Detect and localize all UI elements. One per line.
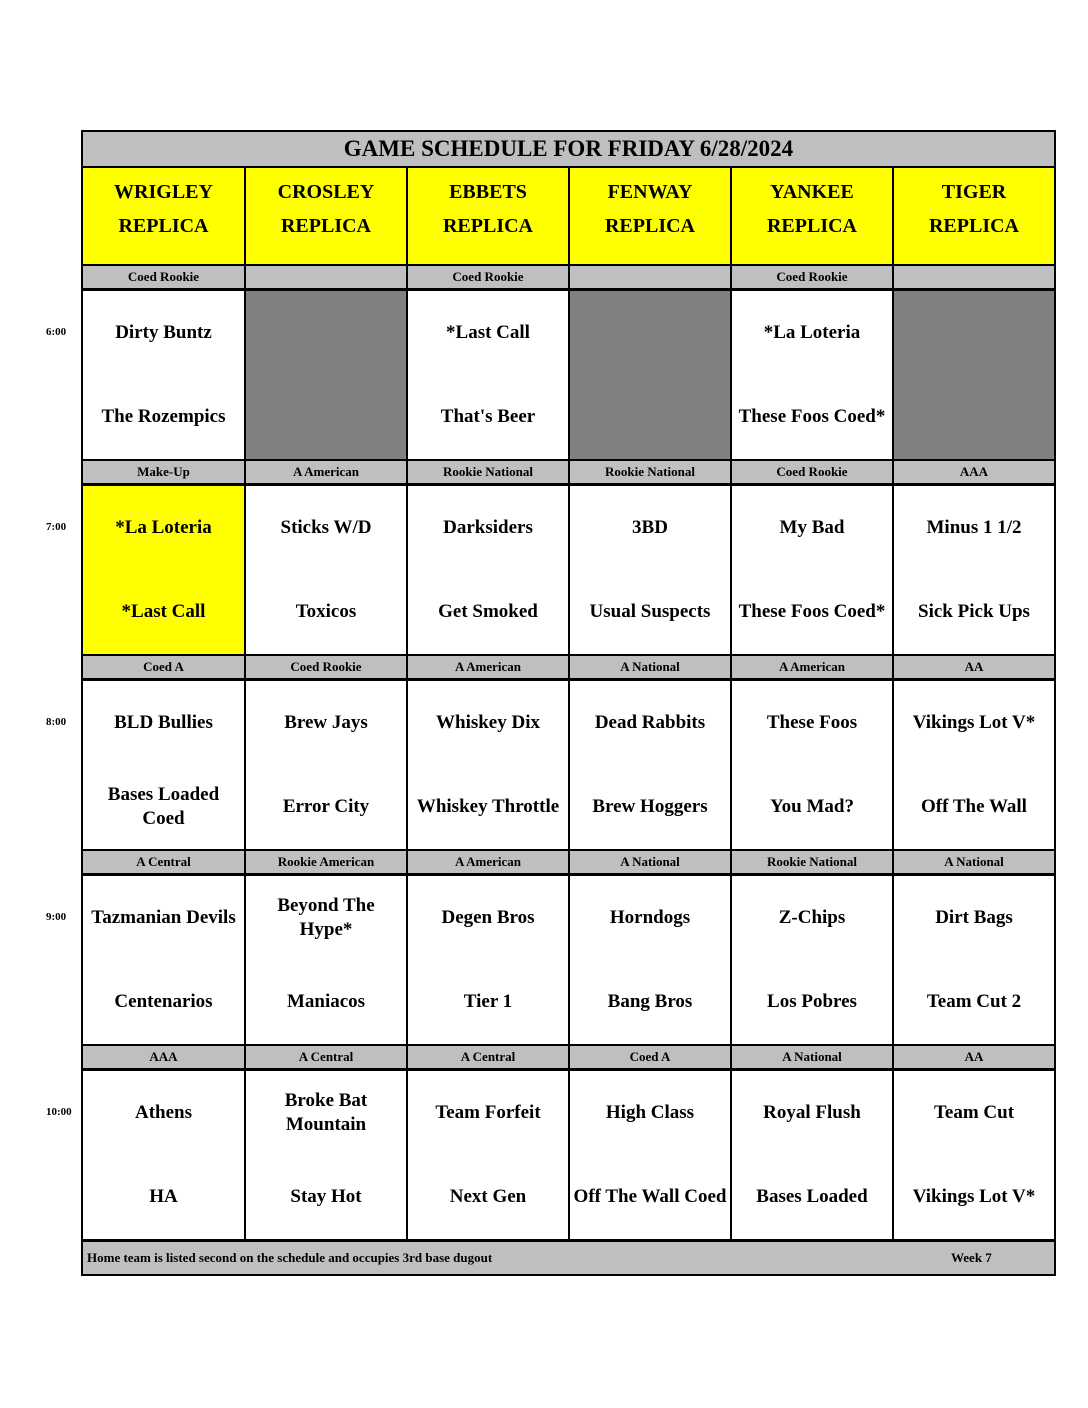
game-cell <box>732 876 894 1044</box>
home-team: The Rozempics <box>101 406 226 428</box>
field-header-ebbets <box>408 168 570 264</box>
game-cell <box>246 876 408 1044</box>
home-team: Bases Loaded <box>756 1186 868 1208</box>
away-team: *La Loteria <box>763 322 861 344</box>
game-cell <box>408 486 570 654</box>
home-team: Bang Bros <box>607 991 693 1013</box>
home-team: Stay Hot <box>290 1186 362 1208</box>
home-team: Whiskey Throttle <box>416 796 560 818</box>
game-cell <box>570 1071 732 1239</box>
field-header-yankee <box>732 168 894 264</box>
game-cell <box>732 681 894 849</box>
division-label: Coed Rookie <box>732 461 894 483</box>
away-team <box>246 291 406 376</box>
home-team: Brew Hoggers <box>592 796 708 818</box>
home-team: Sick Pick Ups <box>918 601 1030 623</box>
division-label: Rookie National <box>732 851 894 873</box>
field-header-tiger <box>894 168 1054 264</box>
game-cell <box>408 681 570 849</box>
away-team: Dead Rabbits <box>594 712 706 734</box>
away-team: Team Forfeit <box>435 1102 541 1124</box>
division-label: Coed Rookie <box>83 266 246 288</box>
field-name: YANKEE <box>770 181 854 203</box>
game-cell <box>83 1071 246 1239</box>
field-header-fenway <box>570 168 732 264</box>
division-label: Rookie American <box>246 851 408 873</box>
away-team: 3BD <box>632 517 668 539</box>
division-label: Coed A <box>570 1046 732 1068</box>
division-label: A American <box>246 461 408 483</box>
game-cell <box>894 681 1054 849</box>
schedule-title: GAME SCHEDULE FOR FRIDAY 6/28/2024 <box>83 132 1054 168</box>
game-cell <box>83 291 246 459</box>
game-cell <box>246 681 408 849</box>
game-cell <box>732 291 894 459</box>
away-team: Beyond The Hype* <box>277 895 375 941</box>
division-label: A National <box>894 851 1054 873</box>
away-team: My Bad <box>779 517 845 539</box>
home-team: These Foos Coed* <box>738 601 886 623</box>
game-cell <box>83 486 246 654</box>
game-cell <box>408 1071 570 1239</box>
division-label: Rookie National <box>570 461 732 483</box>
game-cell <box>894 1071 1054 1239</box>
home-team: That's Beer <box>440 406 536 428</box>
division-label: Coed A <box>83 656 246 678</box>
away-team: Vikings Lot V* <box>912 712 1036 734</box>
game-cell <box>732 1071 894 1239</box>
home-team: Team Cut 2 <box>926 991 1022 1013</box>
field-header-row <box>83 168 1054 266</box>
home-team <box>570 376 730 459</box>
division-label <box>246 266 408 288</box>
division-label: Make-Up <box>83 461 246 483</box>
division-label: Coed Rookie <box>408 266 570 288</box>
game-cell <box>408 291 570 459</box>
game-cell <box>570 876 732 1044</box>
away-team: Degen Bros <box>441 907 535 929</box>
division-label: Coed Rookie <box>732 266 894 288</box>
field-header-crosley <box>246 168 408 264</box>
home-team: Centenarios <box>114 991 213 1013</box>
away-team: Dirt Bags <box>935 907 1013 929</box>
division-label: Coed Rookie <box>246 656 408 678</box>
game-cell <box>246 1071 408 1239</box>
division-row <box>83 266 1054 288</box>
field-subtitle: REPLICA <box>604 215 695 237</box>
time-label: 6:00 <box>46 326 67 338</box>
division-label: A National <box>570 851 732 873</box>
empty-game-slot <box>570 291 732 459</box>
game-cell <box>246 486 408 654</box>
game-cell <box>408 876 570 1044</box>
division-label: A Central <box>408 1046 570 1068</box>
home-team <box>246 376 406 459</box>
empty-game-slot <box>894 291 1054 459</box>
away-team: Dirty Buntz <box>115 322 212 344</box>
field-name: WRIGLEY <box>114 181 213 203</box>
home-team: *Last Call <box>121 601 206 623</box>
game-cell <box>570 681 732 849</box>
division-label: A American <box>408 851 570 873</box>
field-subtitle: REPLICA <box>118 215 209 237</box>
division-label: A Central <box>83 851 246 873</box>
away-team: Whiskey Dix <box>436 712 540 734</box>
home-team: Error City <box>282 796 370 818</box>
division-label: Rookie National <box>408 461 570 483</box>
field-subtitle: REPLICA <box>280 215 371 237</box>
field-name: EBBETS <box>449 181 527 203</box>
away-team: Team Cut <box>933 1102 1015 1124</box>
away-team: High Class <box>605 1102 695 1124</box>
division-label <box>570 266 732 288</box>
home-team: Next Gen <box>449 1186 527 1208</box>
away-team: *La Loteria <box>115 517 212 539</box>
week-label: Week 7 <box>951 1250 992 1265</box>
field-name: CROSLEY <box>277 181 375 203</box>
away-team: Tazmanian Devils <box>91 907 236 929</box>
game-cell <box>894 486 1054 654</box>
game-cell <box>83 681 246 849</box>
time-label: 9:00 <box>46 911 67 923</box>
game-row <box>83 1071 1054 1239</box>
home-team <box>894 376 1054 459</box>
division-label: A National <box>570 656 732 678</box>
game-row <box>83 876 1054 1044</box>
away-team: Royal Flush <box>763 1102 861 1124</box>
game-row <box>83 486 1054 654</box>
away-team: *Last Call <box>446 322 530 344</box>
time-label: 7:00 <box>46 521 67 533</box>
home-team: Toxicos <box>295 601 357 623</box>
away-team: Z-Chips <box>778 907 846 929</box>
division-label: AA <box>894 656 1054 678</box>
home-team: Usual Suspects <box>589 601 711 623</box>
division-label: AAA <box>894 461 1054 483</box>
game-row <box>83 681 1054 849</box>
division-label: AA <box>894 1046 1054 1068</box>
division-row <box>83 1046 1054 1068</box>
home-team: Off The Wall Coed <box>573 1186 727 1208</box>
away-team <box>570 291 730 376</box>
game-row <box>83 291 1054 459</box>
home-team: You Mad? <box>770 796 854 818</box>
home-team: These Foos Coed* <box>738 406 886 428</box>
home-team: Tier 1 <box>463 991 513 1013</box>
division-label: A American <box>732 656 894 678</box>
game-cell <box>732 486 894 654</box>
away-team: Horndogs <box>609 907 691 929</box>
away-team <box>894 291 1054 376</box>
schedule-footer <box>83 1242 1054 1274</box>
time-label: 10:00 <box>46 1106 72 1118</box>
home-team: HA <box>149 1186 178 1208</box>
game-cell <box>83 876 246 1044</box>
division-row <box>83 851 1054 873</box>
field-subtitle: REPLICA <box>928 215 1019 237</box>
division-row <box>83 656 1054 678</box>
away-team: Sticks W/D <box>280 517 372 539</box>
away-team: Minus 1 1/2 <box>926 517 1022 539</box>
division-label: AAA <box>83 1046 246 1068</box>
division-label: A Central <box>246 1046 408 1068</box>
field-subtitle: REPLICA <box>442 215 533 237</box>
home-team: Vikings Lot V* <box>912 1186 1036 1208</box>
away-team: Darksiders <box>443 517 533 539</box>
game-cell <box>894 876 1054 1044</box>
field-header-wrigley <box>83 168 246 264</box>
away-team: BLD Bullies <box>114 712 213 734</box>
empty-game-slot <box>246 291 408 459</box>
division-label: A National <box>732 1046 894 1068</box>
division-row <box>83 461 1054 483</box>
home-team: Los Pobres <box>767 991 857 1013</box>
home-team: Bases Loaded Coed <box>107 784 220 830</box>
field-subtitle: REPLICA <box>766 215 857 237</box>
away-team: Athens <box>134 1102 192 1124</box>
division-label <box>894 266 1054 288</box>
home-team: Get Smoked <box>438 601 538 623</box>
away-team: Brew Jays <box>284 712 368 734</box>
home-team: Off The Wall <box>921 796 1027 818</box>
away-team: Broke Bat Mountain <box>284 1090 368 1136</box>
home-team: Maniacos <box>286 991 366 1013</box>
division-label: A American <box>408 656 570 678</box>
time-label: 8:00 <box>46 716 67 728</box>
field-name: TIGER <box>941 181 1007 203</box>
game-cell <box>570 486 732 654</box>
schedule-table <box>81 130 1056 1276</box>
away-team: These Foos <box>766 712 858 734</box>
home-team-note: Home team is listed second on the schedule and occupies 3rd base dugout <box>87 1250 493 1265</box>
field-name: FENWAY <box>607 181 693 203</box>
